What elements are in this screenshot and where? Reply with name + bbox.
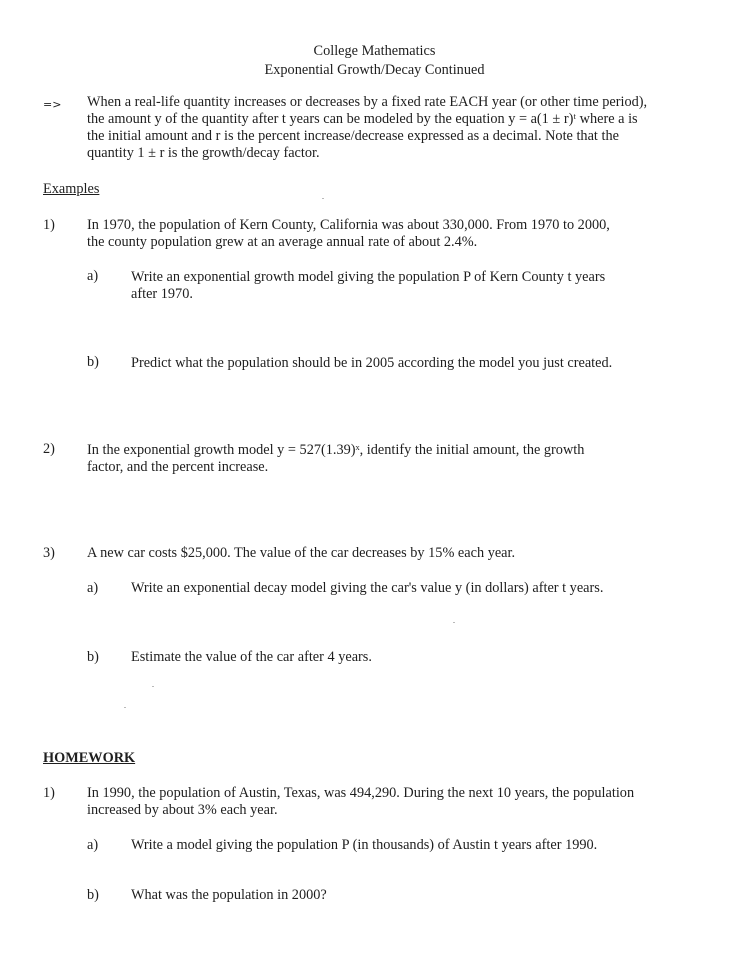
example-3-text: A new car costs $25,000. The value of the car decreases by 15% each year. [87,545,516,561]
example-1b-label: b) [87,354,99,370]
scan-speck [152,686,154,687]
homework-1b-label: b) [87,887,99,903]
example-3a-label: a) [87,580,99,596]
intro-line: the initial amount and r is the percent increase/decrease expressed as a decimal. Note that the [87,128,619,144]
examples-heading: Examples [43,181,100,197]
question-line: the county population grew at an average annual rate of about 2.4%. [87,234,478,250]
example-2-text [87,442,707,476]
scan-speck [124,707,126,708]
example-1-number: 1) [43,217,55,233]
example-3b-text: Estimate the value of the car after 4 years. [131,649,372,665]
subquestion-line: after 1970. [131,286,193,302]
example-3a-text: Write an exponential decay model giving the car's value y (in dollars) after t years. [131,580,604,596]
question-line: In the exponential growth model y = 527(1.39)ˣ, identify the initial amount, the growth [87,442,585,458]
subquestion-line: Write an exponential growth model giving the population P of Kern County t years [131,269,606,285]
question-line: In 1990, the population of Austin, Texas, was 494,290. During the next 10 years, the population [87,785,635,801]
example-1a-text [131,269,701,303]
example-3-number: 3) [43,545,55,561]
homework-heading: HOMEWORK [43,750,136,766]
question-line: In 1970, the population of Kern County, California was about 330,000. From 1970 to 2000, [87,217,610,233]
example-1-text [87,217,707,251]
scan-speck [453,622,455,623]
page-subtitle: Exponential Growth/Decay Continued [264,62,485,78]
question-line: increased by about 3% each year. [87,802,278,818]
homework-1-text [87,785,707,819]
intro-line: the amount y of the quantity after t years can be modeled by the equation y = a(1 ± r)ᵗ where a is [87,111,638,127]
intro-line: When a real-life quantity increases or decreases by a fixed rate EACH year (or other time period), [87,94,648,110]
example-3b-label: b) [87,649,99,665]
intro-line: quantity 1 ± r is the growth/decay factor. [87,145,320,161]
example-2-number: 2) [43,441,55,457]
homework-1a-label: a) [87,837,99,853]
homework-1b-text: What was the population in 2000? [131,887,327,903]
homework-1-number: 1) [43,785,55,801]
homework-1a-text: Write a model giving the population P (in thousands) of Austin t years after 1990. [131,837,598,853]
page-title: College Mathematics [313,43,436,59]
example-1a-label: a) [87,268,99,284]
question-line: factor, and the percent increase. [87,459,269,475]
arrow-marker: => [43,98,62,111]
example-1b-text: Predict what the population should be in 2005 according the model you just created. [131,355,613,371]
intro-paragraph [87,94,707,162]
scan-speck [322,198,324,199]
